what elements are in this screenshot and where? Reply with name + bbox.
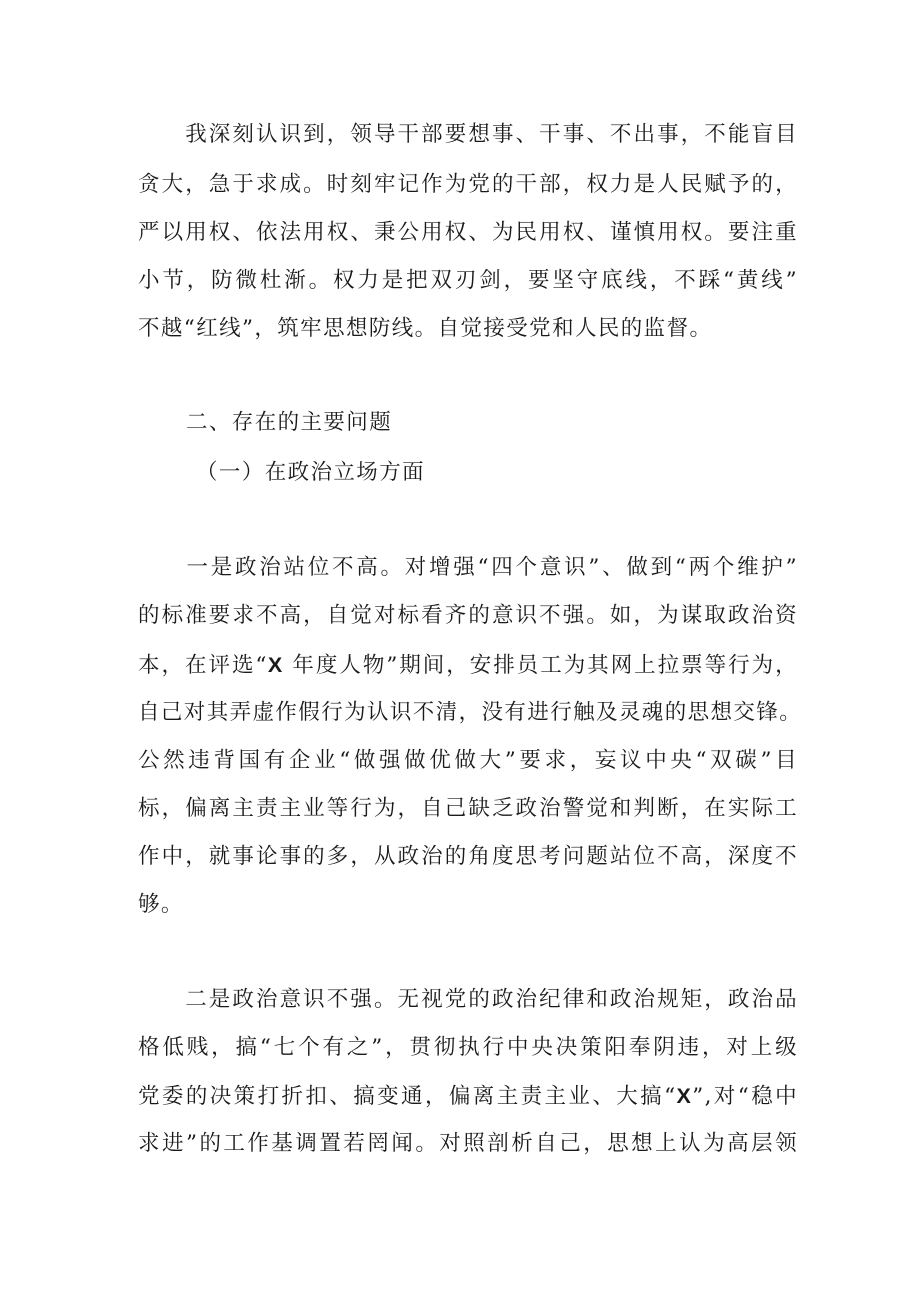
section-heading: 二、存在的主要问题 bbox=[186, 410, 393, 435]
text-line: 二是政治意识不强。无视党的政治纪律和政治规矩，政治品 bbox=[138, 987, 798, 1012]
text-line: 的标准要求不高，自觉对标看齐的意识不强。如，为谋取政治资 bbox=[138, 603, 798, 628]
text-line: 不越“红线”，筑牢思想防线。自觉接受党和人民的监督。 bbox=[138, 316, 713, 341]
text-line: 我深刻认识到，领导干部要想事、干事、不出事，不能盲目 bbox=[138, 122, 798, 147]
text-line: 作中，就事论事的多，从政治的角度思考问题站位不高，深度不 bbox=[138, 844, 798, 869]
text-line: 严以用权、依法用权、秉公用权、为民用权、谨慎用权。要注重 bbox=[138, 220, 798, 245]
text-line: 贪大，急于求成。时刻牢记作为党的干部，权力是人民赋予的， bbox=[138, 172, 798, 197]
text-line: 求进”的工作基调置若罔闻。对照剖析自己，思想上认为高层领 bbox=[138, 1131, 798, 1156]
text-line: 格低贱，搞“七个有之”，贯彻执行中央决策阳奉阴违，对上级 bbox=[138, 1035, 798, 1060]
text-line: 够。 bbox=[138, 892, 184, 917]
text-line: 党委的决策打折扣、搞变通，偏离主责主业、大搞“X”,对“稳中 bbox=[138, 1084, 799, 1109]
text-line: 本，在评选“X 年度人物”期间，安排员工为其网上拉票等行为， bbox=[138, 653, 798, 678]
text-line: 小节，防微杜渐。权力是把双刃剑，要坚守底线，不踩“黄线” bbox=[138, 268, 798, 293]
subsection-heading: （一）在政治立场方面 bbox=[196, 460, 426, 485]
text-line: 一是政治站位不高。对增强“四个意识”、做到“两个维护” bbox=[138, 555, 798, 580]
text-line: 标，偏离主责主业等行为，自己缺乏政治警觉和判断，在实际工 bbox=[138, 796, 798, 821]
text-line: 公然违背国有企业“做强做优做大”要求，妄议中央“双碳”目 bbox=[138, 748, 798, 773]
text-line: 自己对其弄虚作假行为认识不清，没有进行触及灵魂的思想交锋。 bbox=[138, 700, 803, 725]
